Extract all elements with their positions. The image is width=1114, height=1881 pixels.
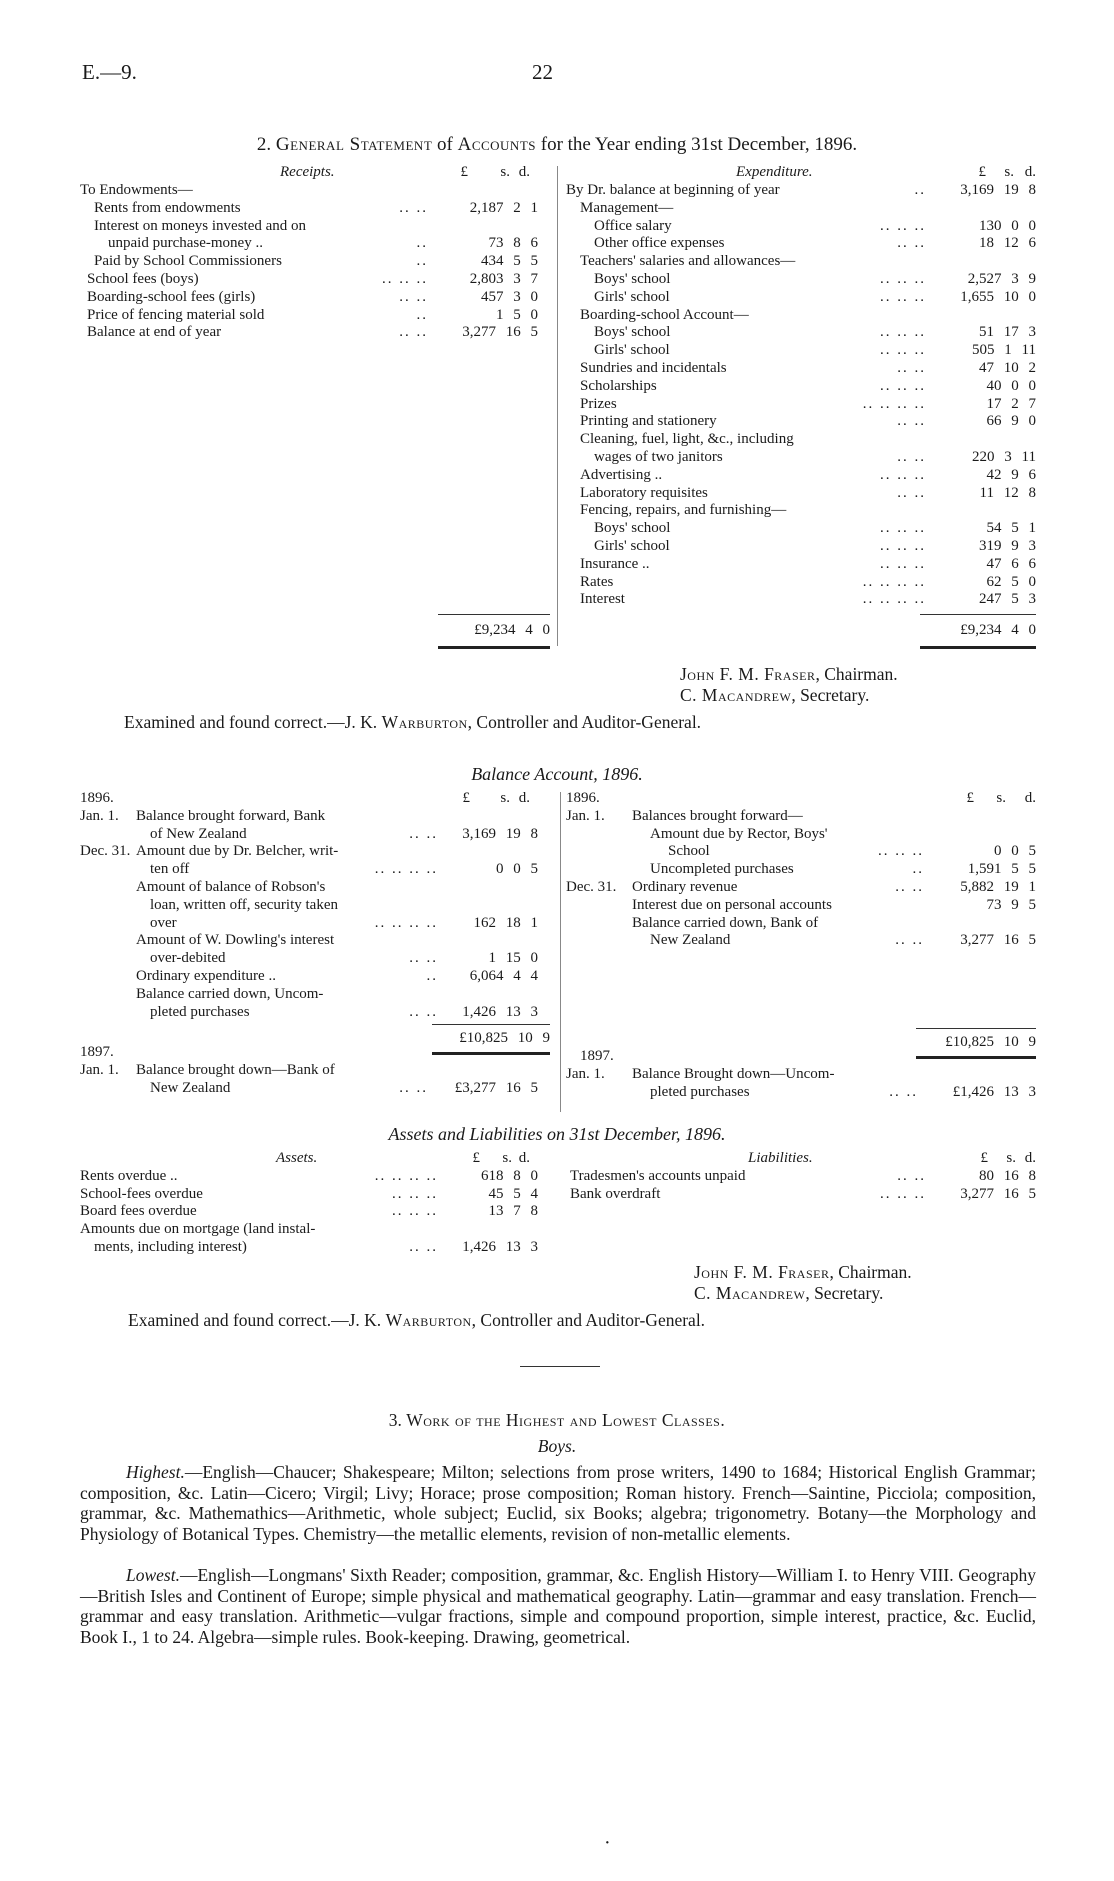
lowest-class-paragraph: Lowest.—English—Longmans' Sixth Reader; composition, grammar, &c. English History—William I. to Henry VIII. Geography—British Isles and Continent of Europe; simple physical and mathematical geography. Latin—grammar and easy translation. French—grammar and easy translation. Arithmetic—vulgar fractions, simple and compound proportion, simple interest, practice, &c. Euclid, Book I., 1 to 24. Algebra—simple rules. Book-keeping. Drawing, geometrical. [80, 1565, 1036, 1647]
leader-dots: .. .. .. [880, 217, 926, 234]
ledger-row [566, 915, 1036, 933]
entry-label: Interest [580, 591, 625, 608]
ledger-row [80, 1186, 550, 1204]
entry-label: New Zealand [650, 932, 731, 949]
column-divider [560, 792, 561, 1112]
year-1897-right: 1897. [580, 1048, 614, 1064]
ledger-row [566, 307, 1036, 325]
entry-label: Balance at end of year [87, 324, 222, 341]
entry-label: unpaid purchase-money .. [108, 235, 263, 252]
leader-dots: .. .. [895, 932, 924, 949]
ledger-row [570, 1168, 1036, 1186]
work-subtitle: Boys. [537, 1436, 577, 1456]
entry-label: Boarding-school fees (girls) [87, 288, 256, 305]
ledger-row [566, 1084, 1036, 1102]
entry-label: Insurance .. [580, 555, 650, 572]
entry-label: Amounts due on mortgage (land instal- [80, 1221, 316, 1238]
entry-amount: 6,064 4 4 [469, 967, 538, 984]
ledger-row [566, 289, 1036, 307]
ledger-row [80, 986, 550, 1004]
entry-label: Price of fencing material sold [87, 306, 265, 323]
ledger-row [80, 843, 550, 861]
ledger-row [80, 826, 550, 844]
leader-dots: .. .. [409, 950, 438, 967]
entry-label: Prizes [580, 395, 617, 412]
entry-label: To Endowments— [80, 182, 193, 198]
brought-down-left [80, 1062, 550, 1098]
leader-dots: .. .. .. [880, 377, 926, 394]
entry-amount: 505 1 11 [972, 342, 1036, 359]
entry-label: Scholarships [580, 377, 657, 394]
leader-dots: .. .. .. [382, 270, 428, 287]
entry-amount: 1,591 5 5 [967, 861, 1036, 878]
entry-label: wages of two janitors [594, 448, 723, 465]
leader-dots: .. .. [399, 324, 428, 341]
lsd-shilling: s. [1004, 164, 1014, 180]
ledger-row [80, 808, 550, 826]
entry-amount: 17 2 7 [986, 395, 1036, 412]
leader-dots: .. .. .. [880, 342, 926, 359]
leader-dots: .. .. [889, 1083, 918, 1100]
ledger-row [80, 897, 550, 915]
entry-label: Other office expenses [594, 235, 725, 252]
entry-amount: £3,277 16 5 [454, 1079, 538, 1096]
signature-chairman: John F. M. Fraser, Chairman. [694, 1262, 912, 1282]
balance-left-total: £10,825 10 9 [459, 1030, 550, 1046]
leader-dots: .. .. .. [880, 288, 926, 305]
entry-label: Girls' school [594, 288, 670, 305]
assets-heading: Assets. [276, 1150, 318, 1166]
ledger-row [566, 360, 1036, 378]
balance-account-title: Balance Account, 1896. [471, 764, 643, 784]
entry-amount: 42 9 6 [986, 466, 1036, 483]
entry-label: Balance carried down, Uncom- [136, 985, 324, 1002]
entry-label: Office salary [594, 217, 672, 234]
entry-amount: 3,169 19 8 [960, 182, 1036, 198]
leader-dots: .. .. .. [880, 537, 926, 554]
ledger-row [80, 1168, 550, 1186]
signature-secretary: C. Macandrew, Secretary. [680, 685, 870, 705]
footer-dot: · [604, 1832, 611, 1854]
entry-date: Jan. 1. [80, 1062, 119, 1078]
work-title: 3. Work of the Highest and Lowest Classes. [388, 1410, 726, 1430]
leader-dots: .. .. [399, 199, 428, 216]
ledger-row [80, 289, 550, 307]
entry-label: Rents from endowments [94, 199, 241, 216]
leader-dots: .. .. .. [880, 555, 926, 572]
entry-label: Balance Brought down—Uncom- [632, 1066, 835, 1082]
ledger-row [566, 502, 1036, 520]
entry-label: pleted purchases [650, 1083, 750, 1100]
leader-dots: .. .. [897, 413, 926, 430]
entry-label: Printing and stationery [580, 413, 717, 430]
entry-label: School-fees overdue [80, 1185, 203, 1202]
general-statement-title: 2. General Statement of Accounts for the Year ending 31st December, 1896. [256, 134, 858, 155]
leader-dots: .. .. .. [880, 1185, 926, 1202]
entry-amount: 220 3 11 [972, 448, 1036, 465]
ledger-row [566, 413, 1036, 431]
entry-label: Boys' school [594, 520, 671, 537]
document-code: E.—9. [82, 60, 137, 84]
entry-label: pleted purchases [150, 1003, 250, 1020]
entry-label: Amount of W. Dowling's interest [136, 932, 335, 949]
leader-dots: .. .. [897, 359, 926, 376]
ledger-row [566, 218, 1036, 236]
entry-label: Interest due on personal accounts [632, 896, 832, 913]
ledger-row [566, 253, 1036, 271]
double-rule [920, 646, 1036, 649]
lsd-pound: £ [978, 164, 986, 180]
leader-dots: .. .. [897, 1167, 926, 1184]
leader-dots: .. .. [895, 878, 924, 895]
lsd-shilling: s. [502, 1150, 512, 1166]
entry-amount: 40 0 0 [986, 377, 1036, 394]
ledger-row [566, 556, 1036, 574]
lsd-shilling: s. [500, 790, 510, 806]
entry-label: Teachers' salaries and allowances— [580, 253, 796, 270]
entry-amount: 1,655 10 0 [960, 288, 1036, 305]
entry-date: Dec. 31. [566, 878, 617, 895]
signature-chairman: John F. M. Fraser, Chairman. [680, 664, 898, 684]
entry-amount: 73 9 5 [986, 896, 1036, 913]
ledger-row [566, 200, 1036, 218]
lsd-pence: d. [518, 164, 530, 180]
leader-dots: .. [426, 967, 438, 984]
entry-label: Balance brought forward, Bank [136, 807, 326, 824]
entry-amount: 45 5 4 [488, 1185, 538, 1202]
leader-dots: .. .. [897, 235, 926, 252]
balance-left-list [80, 808, 550, 1022]
leader-dots: .. .. .. .. [374, 861, 438, 878]
expenditure-list [566, 182, 1036, 609]
ledger-row [80, 968, 550, 986]
leader-dots: .. .. .. [880, 270, 926, 287]
entry-label: Laboratory requisites [580, 484, 708, 501]
ledger-row [566, 467, 1036, 485]
ledger-row [80, 235, 550, 253]
lsd-pence: d. [518, 1150, 530, 1166]
entry-label: New Zealand [150, 1079, 231, 1096]
entry-amount: 434 5 5 [481, 253, 538, 270]
entry-label: over-debited [150, 950, 226, 967]
entry-label: Balance brought down—Bank of [136, 1062, 335, 1078]
assets-column [80, 1150, 550, 1257]
rule [438, 614, 550, 615]
entry-label: Balance carried down, Bank of [632, 914, 819, 931]
leader-dots: .. .. .. .. [862, 395, 926, 412]
column-divider [557, 166, 558, 646]
entry-label: Amount due by Dr. Belcher, writ- [136, 843, 339, 860]
entry-label: Balances brought forward— [632, 807, 803, 824]
leader-dots: .. .. .. .. [374, 914, 438, 931]
double-rule [438, 646, 550, 649]
entry-amount: 13 7 8 [488, 1203, 538, 1220]
entry-amount: 162 18 1 [473, 914, 538, 931]
balance-right-column [566, 790, 1036, 950]
entry-label: School [668, 843, 710, 860]
entry-amount: 247 5 3 [979, 591, 1036, 608]
entry-amount: 319 9 3 [979, 537, 1036, 554]
leader-dots: .. .. [897, 448, 926, 465]
leader-dots: .. .. .. .. [862, 591, 926, 608]
brought-down-right [566, 1066, 1036, 1102]
lsd-shilling: s. [996, 790, 1006, 806]
leader-dots: .. .. [409, 825, 438, 842]
entry-label: Bank overdraft [570, 1185, 661, 1202]
entry-amount: 47 6 6 [986, 555, 1036, 572]
ledger-row [566, 378, 1036, 396]
leader-dots: .. .. .. [392, 1203, 438, 1220]
entry-amount: 3,277 16 5 [462, 324, 538, 341]
year-label: 1896. [80, 790, 114, 806]
entry-amount: 3,277 16 5 [960, 932, 1036, 949]
entry-amount: 18 12 6 [979, 235, 1036, 252]
leader-dots: .. .. [409, 1003, 438, 1020]
entry-label: Sundries and incidentals [580, 359, 727, 376]
leader-dots: .. .. .. [880, 520, 926, 537]
entry-label: over [150, 914, 177, 931]
ledger-row [80, 1080, 550, 1098]
lsd-pence: d. [1024, 790, 1036, 806]
leader-dots: .. .. [409, 1238, 438, 1255]
expenditure-total: £9,234 4 0 [960, 622, 1036, 638]
year-label: 1896. [566, 790, 600, 806]
ledger-row [566, 574, 1036, 592]
receipts-list [80, 182, 550, 342]
leader-dots: .. .. .. [878, 843, 924, 860]
expenditure-heading: Expenditure. [736, 164, 813, 180]
entry-date: Dec. 31. [80, 843, 131, 860]
ledger-row [566, 808, 1036, 826]
leader-dots: .. .. .. .. [374, 1167, 438, 1184]
ledger-row [80, 218, 550, 236]
liabilities-list [570, 1168, 1036, 1204]
entry-label: Cleaning, fuel, light, &c., including [580, 431, 794, 448]
entry-amount: 11 12 8 [979, 484, 1036, 501]
ledger-row [570, 1186, 1036, 1204]
entry-label: loan, written off, security taken [150, 896, 338, 913]
ledger-row [80, 1004, 550, 1022]
entry-label: Ordinary revenue [632, 878, 738, 895]
ledger-row [80, 200, 550, 218]
ledger-row [80, 253, 550, 271]
leader-dots: .. .. .. [880, 324, 926, 341]
entry-label: Boarding-school Account— [580, 306, 749, 323]
entry-amount: 2,527 3 9 [967, 270, 1036, 287]
entry-amount: 2,803 3 7 [469, 270, 538, 287]
ledger-row [566, 861, 1036, 879]
auditor-statement: Examined and found correct.—J. K. Warburton, Controller and Auditor-General. [128, 1310, 706, 1330]
highest-class-paragraph: Highest.—English—Chaucer; Shakespeare; Milton; selections from prose writers, 1490 to 1684; Historical English Grammar; composition, &c. Latin—Cicero; Virgil; Livy; Horace; prose composition; Roman history. French—Saintine, Picciola; composition, grammar, &c. Mathemathics—Arithmetic, whole subject; Euclid, six Books; algebra; trigonometry. Botany—the Morphology and Physiology of Botanical Types. Chemistry—the metallic elements, revision of non-metallic elements. [80, 1462, 1036, 1544]
auditor-statement: Examined and found correct.—J. K. Warburton, Controller and Auditor-General. [124, 712, 702, 732]
entry-amount: £1,426 13 3 [952, 1083, 1036, 1100]
liabilities-column [570, 1150, 1036, 1203]
ledger-row [80, 1239, 550, 1257]
ledger-row [80, 324, 550, 342]
leader-dots: .. [416, 253, 428, 270]
entry-label: Rates [580, 573, 614, 590]
entry-amount: 51 17 3 [979, 324, 1036, 341]
entry-amount: 5,882 19 1 [960, 878, 1036, 895]
entry-amount: 62 5 0 [986, 573, 1036, 590]
entry-label: Interest on moneys invested and on [94, 217, 307, 234]
ledger-row [566, 342, 1036, 360]
entry-label: Amount due by Rector, Boys' [650, 825, 828, 842]
leader-dots: .. .. [399, 1079, 428, 1096]
assets-list [80, 1168, 550, 1257]
leader-dots: .. [912, 861, 924, 878]
entry-label: Board fees overdue [80, 1203, 197, 1220]
ledger-row [566, 520, 1036, 538]
entry-amount: 0 0 5 [994, 843, 1036, 860]
entry-amount: 618 8 0 [481, 1167, 538, 1184]
leader-dots: .. [416, 235, 428, 252]
liabilities-heading: Liabilities. [748, 1150, 813, 1166]
entry-amount: 457 3 0 [481, 288, 538, 305]
ledger-row [566, 826, 1036, 844]
entry-amount: 1,426 13 3 [462, 1238, 538, 1255]
page-number: 22 [532, 60, 553, 84]
leader-dots: .. .. [399, 288, 428, 305]
ledger-row [566, 932, 1036, 950]
entry-amount: 1 5 0 [496, 306, 538, 323]
receipts-total: £9,234 4 0 [474, 622, 550, 638]
entry-label: Girls' school [594, 537, 670, 554]
entry-amount: 1 15 0 [488, 950, 538, 967]
entry-amount: 1,426 13 3 [462, 1003, 538, 1020]
section-divider [520, 1366, 600, 1367]
lsd-pence: d. [1024, 164, 1036, 180]
lsd-pound: £ [966, 790, 974, 806]
entry-amount: 130 0 0 [979, 217, 1036, 234]
lsd-pound: £ [460, 164, 468, 180]
rule [920, 614, 1036, 615]
entry-amount: 2,187 2 1 [469, 199, 538, 216]
ledger-row [566, 271, 1036, 289]
entry-amount: 47 10 2 [979, 359, 1036, 376]
leader-dots: .. .. .. .. [862, 573, 926, 590]
ledger-row [566, 182, 1036, 200]
expenditure-column [566, 164, 1036, 609]
entry-label: School fees (boys) [87, 270, 199, 287]
receipts-heading: Receipts. [280, 164, 335, 180]
double-rule [916, 1056, 1036, 1059]
balance-left-column [80, 790, 550, 1021]
ledger-row [566, 897, 1036, 915]
entry-label: By Dr. balance at beginning of year [566, 182, 780, 198]
rule [432, 1024, 550, 1025]
ledger-row [566, 396, 1036, 414]
ledger-row [80, 1062, 550, 1080]
ledger-row [80, 861, 550, 879]
entry-date: Jan. 1. [80, 807, 119, 824]
ledger-row [566, 485, 1036, 503]
ledger-row [566, 591, 1036, 609]
ledger-row [80, 307, 550, 325]
entry-label: Advertising .. [580, 466, 663, 483]
entry-date: Jan. 1. [566, 1066, 605, 1082]
entry-amount: 3,277 16 5 [960, 1185, 1036, 1202]
entry-label: Boys' school [594, 324, 671, 341]
entry-amount: 73 8 6 [488, 235, 538, 252]
entry-amount: 80 16 8 [979, 1167, 1036, 1184]
entry-date: Jan. 1. [566, 807, 605, 824]
entry-label: Uncompleted purchases [650, 861, 794, 878]
entry-label: Girls' school [594, 342, 670, 359]
ledger-row [566, 431, 1036, 449]
entry-amount: 3,169 19 8 [462, 825, 538, 842]
ledger-row [80, 932, 550, 950]
ledger-row [566, 324, 1036, 342]
entry-label: Tradesmen's accounts unpaid [570, 1167, 746, 1184]
ledger-row [566, 879, 1036, 897]
ledger-row [80, 879, 550, 897]
ledger-row [80, 950, 550, 968]
entry-label: Paid by School Commissioners [94, 253, 282, 270]
ledger-row [80, 1221, 550, 1239]
leader-dots: .. .. .. [392, 1185, 438, 1202]
entry-amount: 0 0 5 [496, 861, 538, 878]
ledger-row [80, 915, 550, 933]
rule [916, 1028, 1036, 1029]
lsd-pound: £ [462, 790, 470, 806]
entry-label: Ordinary expenditure .. [136, 967, 276, 984]
lsd-pound: £ [980, 1150, 988, 1166]
ledger-row [80, 1203, 550, 1221]
entry-amount: 54 5 1 [986, 520, 1036, 537]
assets-liabilities-title: Assets and Liabilities on 31st December, 1896. [388, 1124, 726, 1144]
ledger-row [566, 843, 1036, 861]
entry-label: Rents overdue .. [80, 1167, 178, 1184]
double-rule [432, 1052, 550, 1055]
lsd-pence: d. [518, 790, 530, 806]
leader-dots: .. .. [897, 484, 926, 501]
entry-amount: 66 9 0 [986, 413, 1036, 430]
year-1897-left: 1897. [80, 1044, 114, 1060]
leader-dots: .. [416, 306, 428, 323]
entry-label: of New Zealand [150, 825, 247, 842]
signature-secretary: C. Macandrew, Secretary. [694, 1283, 884, 1303]
leader-dots: .. [914, 182, 926, 198]
entry-label: Management— [580, 199, 674, 216]
lsd-shilling: s. [500, 164, 510, 180]
entry-label: Fencing, repairs, and furnishing— [580, 502, 787, 519]
lsd-pound: £ [472, 1150, 480, 1166]
balance-right-list [566, 808, 1036, 950]
ledger-row [566, 235, 1036, 253]
lsd-pence: d. [1024, 1150, 1036, 1166]
ledger-row [80, 271, 550, 289]
entry-label: Boys' school [594, 270, 671, 287]
ledger-row [566, 1066, 1036, 1084]
ledger-row [566, 538, 1036, 556]
entry-label: ten off [150, 861, 190, 878]
receipts-column [80, 164, 550, 342]
balance-right-total: £10,825 10 9 [945, 1034, 1036, 1050]
ledger-row [566, 449, 1036, 467]
entry-label: ments, including interest) [94, 1238, 247, 1255]
ledger-row [80, 182, 550, 200]
lsd-shilling: s. [1006, 1150, 1016, 1166]
entry-label: Amount of balance of Robson's [136, 878, 326, 895]
leader-dots: .. .. .. [880, 466, 926, 483]
